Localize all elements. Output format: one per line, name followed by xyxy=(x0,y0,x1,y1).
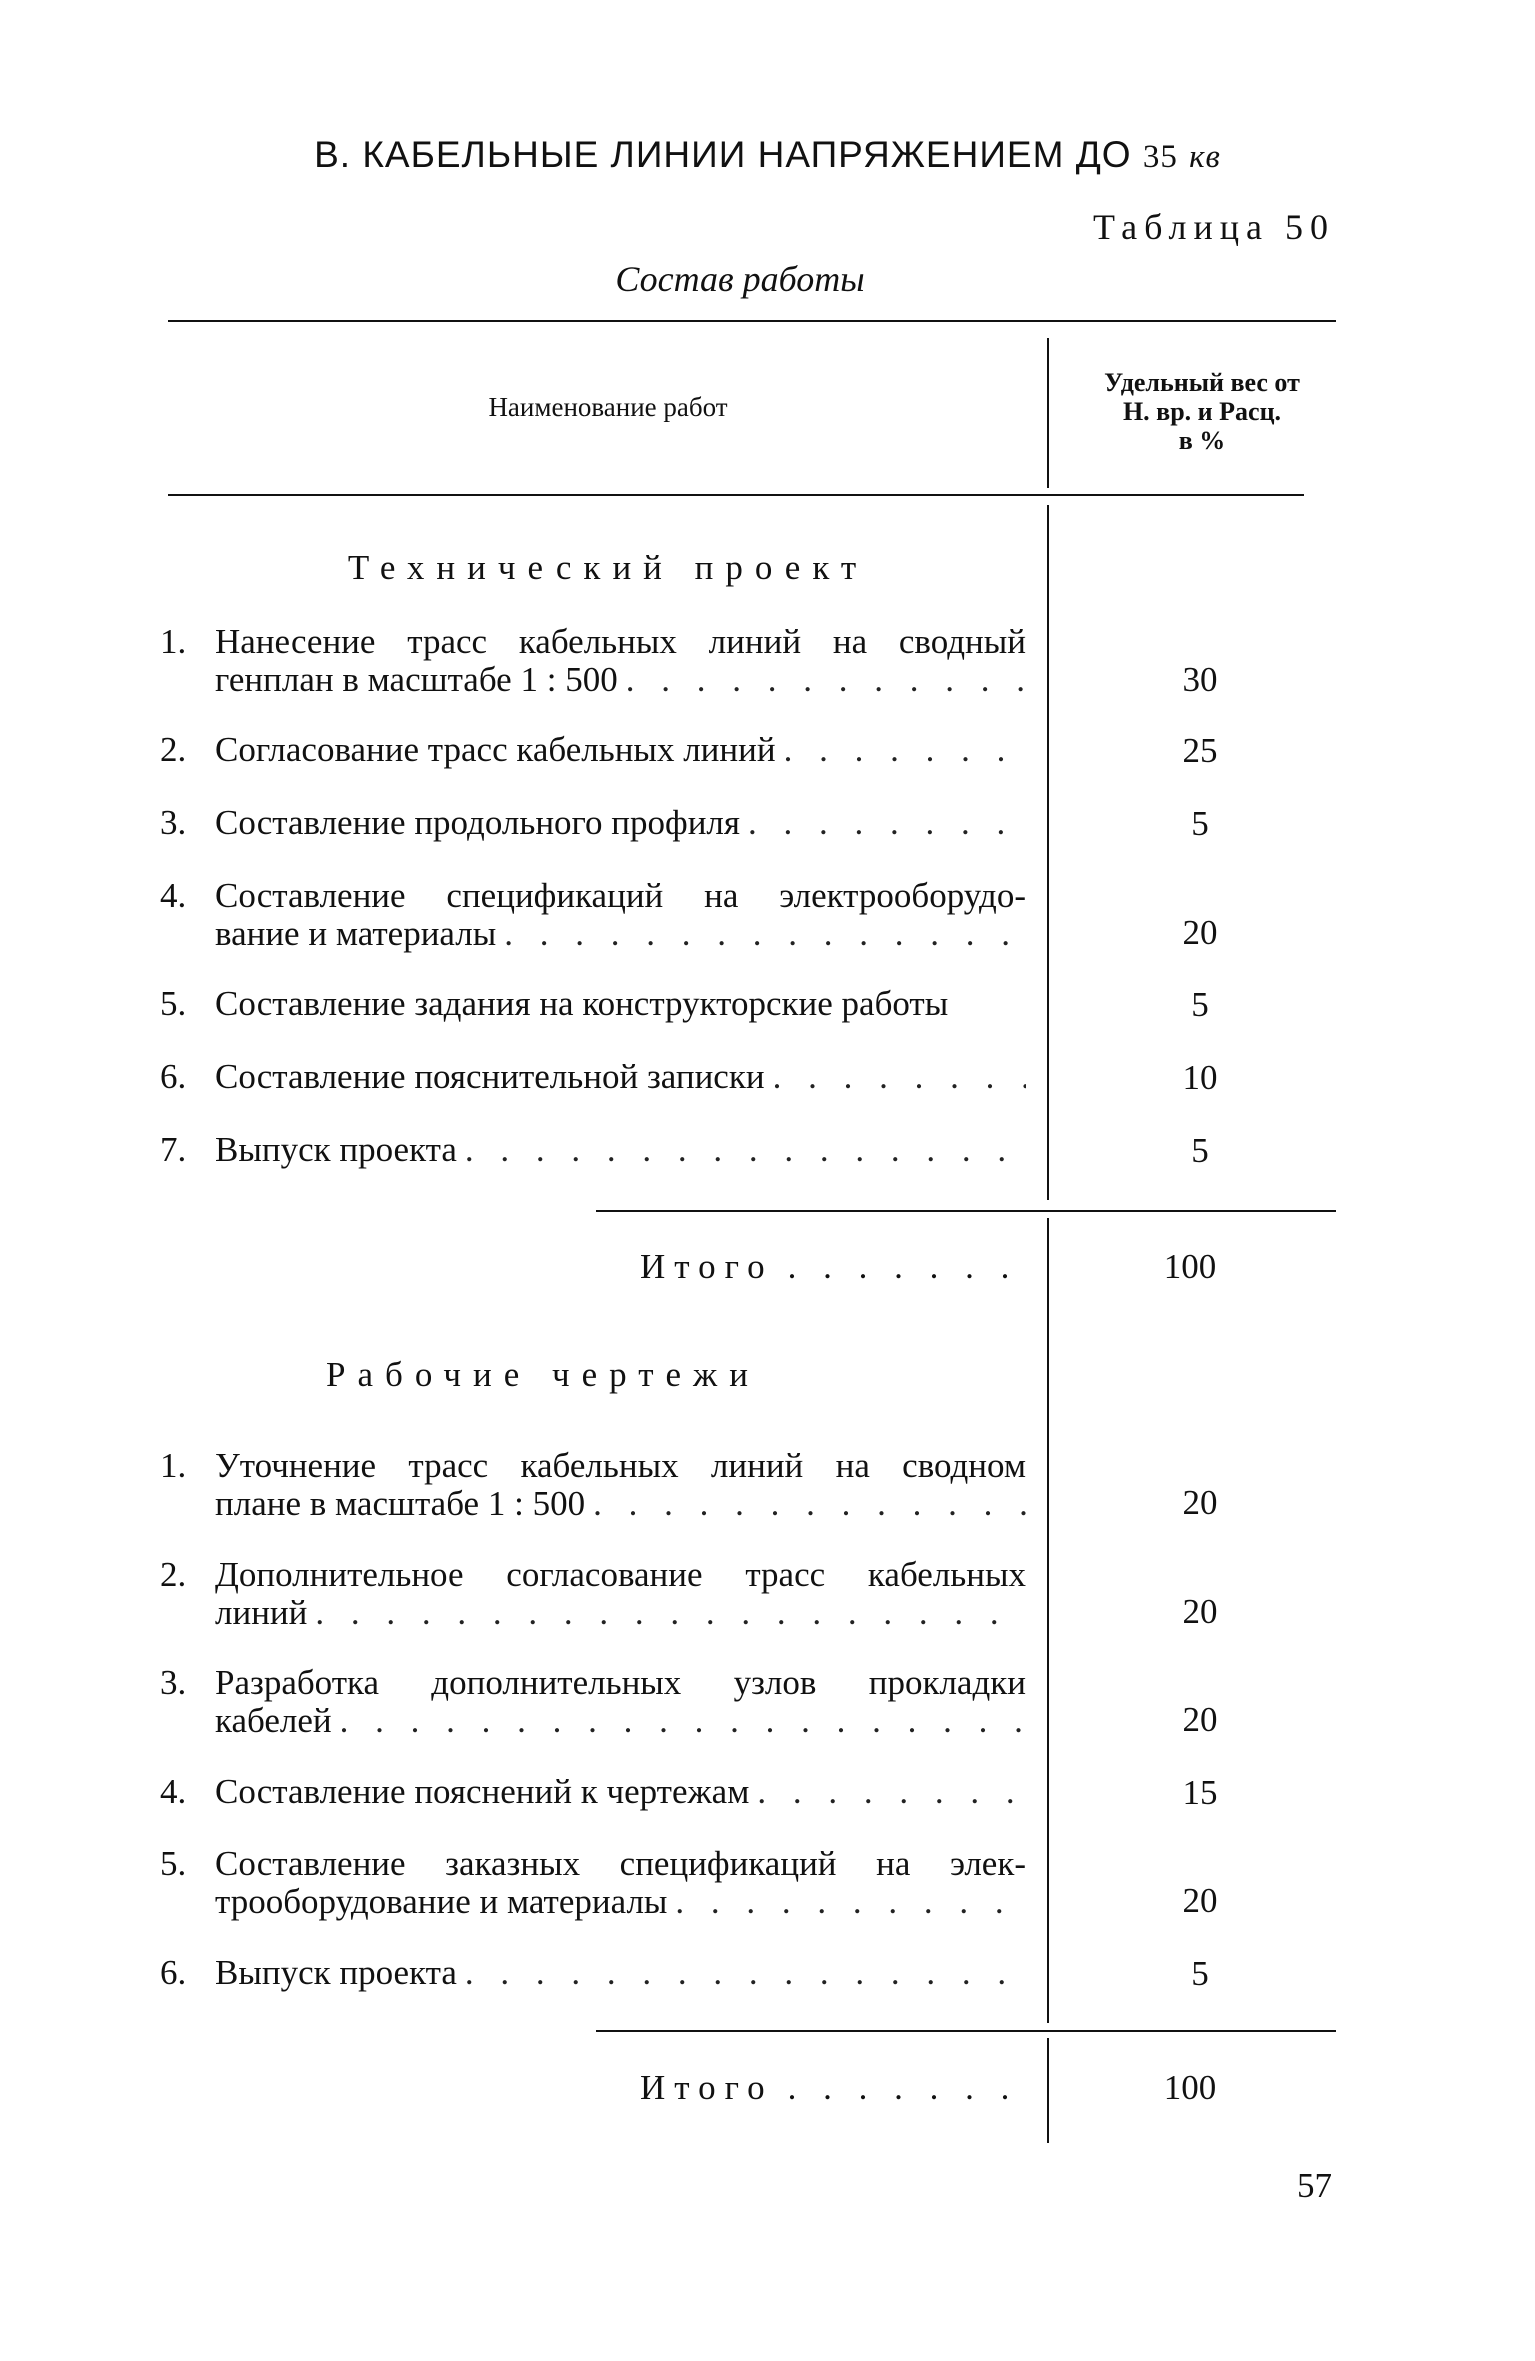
dot-leader xyxy=(340,1702,1026,1740)
item-text-line: Составление пояснений к чертежам xyxy=(215,1772,750,1811)
item-text-line: трооборудование и материалы xyxy=(215,1882,668,1921)
section-heading-text: В. КАБЕЛЬНЫЕ ЛИНИИ НАПРЯЖЕНИЕМ ДО xyxy=(314,134,1132,175)
section-total xyxy=(640,2068,1020,2108)
dot-leader xyxy=(593,1485,1026,1523)
column-header-weight-line: Удельный вес от xyxy=(1104,368,1300,397)
dot-leader xyxy=(784,731,1026,769)
page-number: 57 xyxy=(1297,2166,1332,2205)
item-number: 2. xyxy=(160,1555,187,1594)
item-number: 6. xyxy=(160,1057,187,1096)
item-text-line: Составление спецификаций на электрооборудо- xyxy=(215,876,1026,915)
column-header-name: Наименование работ xyxy=(488,392,728,422)
table-subtitle: Состав работы xyxy=(615,259,865,299)
subtotal-rule xyxy=(596,2030,1336,2032)
item-value: 20 xyxy=(1182,913,1218,952)
item-text-line: Выпуск проекта xyxy=(215,1130,457,1169)
column-header-weight-line: в % xyxy=(1178,426,1226,455)
item-number: 1. xyxy=(160,1446,187,1485)
item-value: 20 xyxy=(1182,1700,1218,1739)
section-title: Технический проект xyxy=(347,548,869,587)
dot-leader xyxy=(465,1954,1026,1992)
item-value: 5 xyxy=(1191,1131,1209,1170)
item-text-line: Составление продольного профиля xyxy=(215,803,740,842)
item-number: 4. xyxy=(160,876,187,915)
dot-leader xyxy=(788,2068,1020,2108)
section-total xyxy=(640,1247,1020,1287)
item-value: 20 xyxy=(1182,1483,1218,1522)
item-value: 25 xyxy=(1182,731,1218,770)
item-value: 10 xyxy=(1182,1058,1218,1097)
item-value: 5 xyxy=(1191,804,1209,843)
total-label: Итого xyxy=(640,2068,774,2107)
column-header-weight-line: Н. вр. и Расц. xyxy=(1122,397,1282,426)
item-value: 30 xyxy=(1182,660,1218,699)
section-heading-unit: кв xyxy=(1189,139,1221,175)
dot-leader xyxy=(504,915,1026,953)
item-value: 5 xyxy=(1191,1954,1209,1993)
dot-leader xyxy=(626,661,1026,699)
item-value: 20 xyxy=(1182,1592,1218,1631)
item-text-line: плане в масштабе 1 : 500 xyxy=(215,1484,586,1523)
dot-leader xyxy=(757,1773,1026,1811)
subtotal-rule xyxy=(596,1210,1336,1212)
dot-leader xyxy=(675,1883,1026,1921)
item-text-line: Разработка дополнительных узлов прокладки xyxy=(215,1663,1026,1702)
dot-leader xyxy=(315,1594,1026,1632)
dot-leader xyxy=(465,1131,1026,1169)
item-number: 5. xyxy=(160,984,187,1023)
column-header-weight xyxy=(1062,368,1342,455)
body-column-divider xyxy=(1047,505,1049,1200)
item-text-line: генплан в масштабе 1 : 500 xyxy=(215,660,618,699)
item-text-line: Составление заказных спецификаций на элек- xyxy=(215,1844,1026,1883)
body-column-divider xyxy=(1047,1218,1049,2023)
total-label: Итого xyxy=(640,1247,774,1286)
item-value: 15 xyxy=(1182,1773,1218,1812)
item-number: 5. xyxy=(160,1844,187,1883)
table-top-rule xyxy=(168,320,1336,322)
dot-leader xyxy=(748,804,1026,842)
item-value: 20 xyxy=(1182,1881,1218,1920)
item-text-line: Нанесение трасс кабельных линий на сводный xyxy=(215,622,1026,661)
item-text-line: Составление пояснительной записки xyxy=(215,1057,765,1096)
section-heading-voltage: 35 xyxy=(1142,139,1178,175)
item-text-line: Составление задания на конструкторские работы xyxy=(215,984,949,1023)
item-value: 5 xyxy=(1191,985,1209,1024)
dot-leader xyxy=(788,1247,1020,1287)
item-number: 3. xyxy=(160,1663,187,1702)
table-number: Таблица 50 xyxy=(1093,207,1335,247)
dot-leader xyxy=(773,1058,1026,1096)
item-number: 3. xyxy=(160,803,187,842)
item-text-line: Уточнение трасс кабельных линий на сводном xyxy=(215,1446,1026,1485)
item-text-line: вание и материалы xyxy=(215,914,497,953)
item-number: 7. xyxy=(160,1130,187,1169)
item-text-line: Согласование трасс кабельных линий xyxy=(215,730,776,769)
item-number: 4. xyxy=(160,1772,187,1811)
item-text-line: линий xyxy=(215,1593,308,1632)
item-number: 6. xyxy=(160,1953,187,1992)
section-heading xyxy=(0,134,1535,176)
item-text-line: кабелей xyxy=(215,1701,332,1740)
section-title: Рабочие чертежи xyxy=(326,1355,760,1394)
item-text-line: Выпуск проекта xyxy=(215,1953,457,1992)
total-value: 100 xyxy=(1163,1247,1217,1286)
item-number: 1. xyxy=(160,622,187,661)
header-bottom-rule xyxy=(168,494,1304,496)
total-value: 100 xyxy=(1163,2068,1217,2107)
item-number: 2. xyxy=(160,730,187,769)
item-text-line: Дополнительное согласование трасс кабельных xyxy=(215,1555,1026,1594)
